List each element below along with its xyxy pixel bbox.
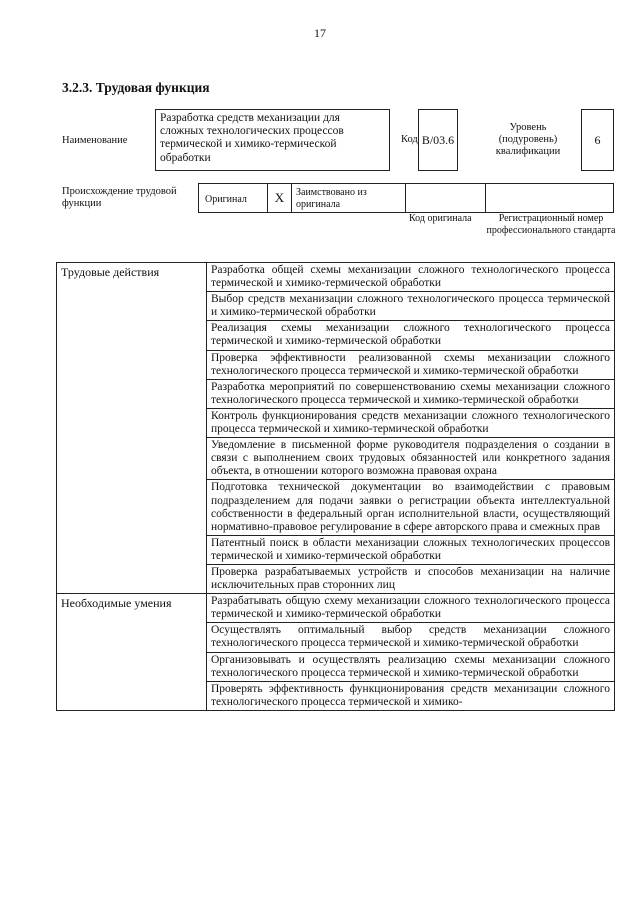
original-code-caption: Код оригинала [409,213,472,224]
section-item: Разработка мероприятий по совершенствованию схемы механизации сложного технологического процесса термической и химико-термической обработки [207,379,615,408]
borrowed-cell [291,183,406,213]
code-box [418,109,458,171]
code-value: B/03.6 [421,132,455,147]
section-category: Необходимые умения [57,594,207,711]
section-item: Подготовка технической документации во взаимодействии с правовым подразделением для подачи заявки о регистрации объекта интеллектуальной собственности в федеральный орган исполнительной власти, осуществляющий нормативно-правовое регулирование в сфере авторского права и смежных прав [207,480,615,535]
reg-number-caption: Регистрационный номер профессионального стандарта [486,213,616,236]
original-mark-cell [267,183,292,213]
level-box [581,109,614,171]
table-row [57,263,615,292]
section-item: Уведомление в письменной форме руководителя подразделения о создании в связи с выполнением своих трудовых обязанностей или конкретного задания объекта, в отношении которого возможна правовая охрана [207,438,615,480]
original-cell [198,183,268,213]
section-title: 3.2.3. Трудовая функция [62,80,210,95]
original-code-cell [405,183,486,213]
section-category: Трудовые действия [57,263,207,594]
code-label: Код [401,134,418,145]
section-item: Реализация схемы механизации сложного технологического процесса термической и химико-термической обработки [207,321,615,350]
section-item: Выбор средств механизации сложного технологического процесса термической и химико-термической обработки [207,292,615,321]
function-name-value: Разработка средств механизации для сложных технологических процессов термической и химико-термической обработки [160,112,344,164]
section-item: Проверять эффективность функционирования средств механизации сложного технологического процесса термической и химико- [207,681,615,710]
original-label: Оригинал [205,194,247,205]
section-item: Осуществлять оптимальный выбор средств механизации сложного технологического процесса термической и химико-термической обработки [207,623,615,652]
section-item: Организовывать и осуществлять реализацию схемы механизации сложного технологического процесса термической и химико-термической обработки [207,652,615,681]
level-label: Уровень (подуровень) квалификации [495,122,561,157]
name-label: Наименование [62,135,128,146]
level-value: 6 [594,132,601,147]
original-mark: X [274,190,285,205]
page-number: 17 [314,26,326,40]
section-item: Разработка общей схемы механизации сложного технологического процесса термической и химико-термической обработки [207,263,615,292]
borrowed-label: Заимствовано из оригинала [296,187,367,210]
reg-number-cell [485,183,614,213]
section-item: Проверка эффективности реализованной схемы механизации сложного технологического процесса термической и химико-термической обработки [207,350,615,379]
section-item: Проверка разрабатываемых устройств и способов механизации на наличие исключительных прав сторонних лиц [207,564,615,593]
table-row [57,594,615,623]
section-item: Разрабатывать общую схему механизации сложного технологического процесса термической и химико-термической обработки [207,594,615,623]
origin-label: Происхождение трудовой функции [62,186,177,209]
section-item: Патентный поиск в области механизации сложных технологических процессов термической и химико-термической обработки [207,535,615,564]
function-name-box [155,109,390,171]
origin-row [198,183,614,213]
function-details-table [56,262,615,711]
section-item: Контроль функционирования средств механизации сложного технологического процесса термической и химико-термической обработки [207,408,615,437]
